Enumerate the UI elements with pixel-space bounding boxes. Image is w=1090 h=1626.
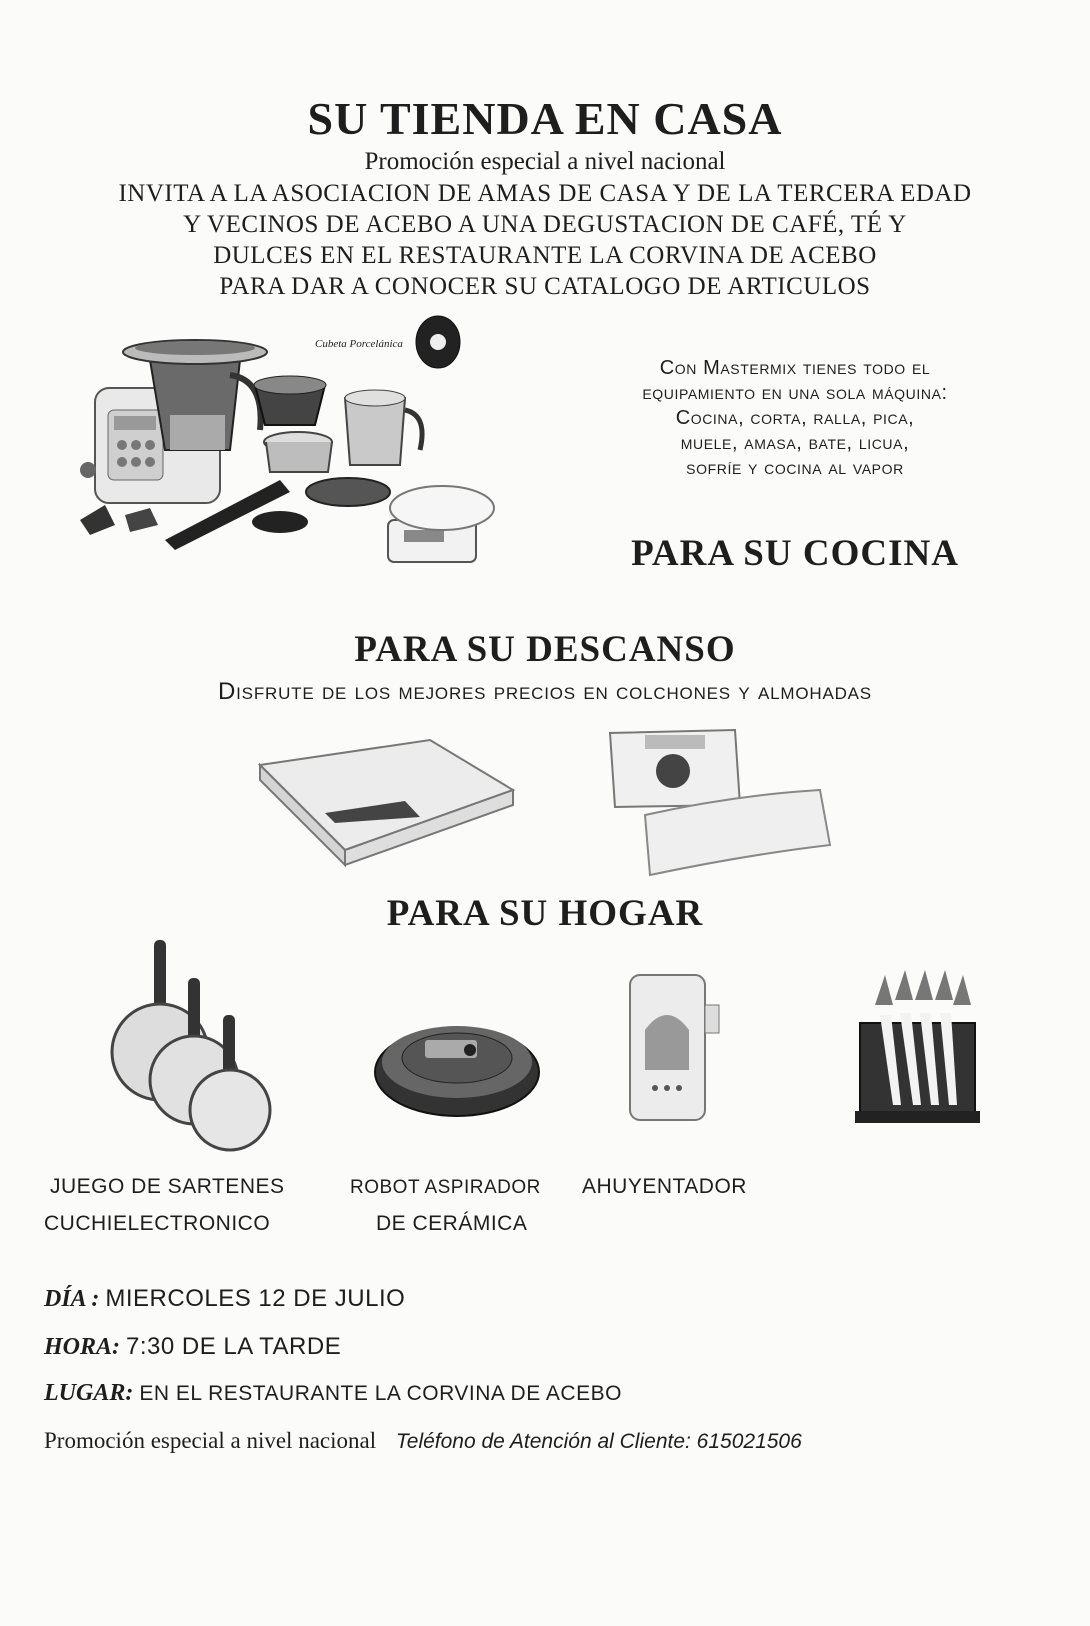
- pillows-icon: [605, 725, 845, 875]
- footer-phone: Teléfono de Atención al Cliente: 615021506: [395, 1430, 802, 1453]
- rest-heading: PARA SU DESCANSO: [354, 629, 736, 670]
- feature-line: muele, amasa, bate, licua,: [680, 432, 910, 454]
- place-value: EN EL RESTAURANTE LA CORVINA DE ACEBO: [139, 1382, 622, 1405]
- event-place: [44, 1380, 622, 1407]
- day-label: DÍA :: [44, 1286, 100, 1312]
- intro-text: [0, 178, 1090, 302]
- page-title: SU TIENDA EN CASA: [307, 93, 783, 144]
- pest-repeller-icon: [625, 970, 725, 1125]
- feature-line: equipamiento en una sola máquina:: [642, 382, 948, 404]
- robot-vacuum-icon: [370, 1010, 545, 1125]
- photo-label: Cubeta Porcelánica: [315, 338, 403, 350]
- intro-line: PARA DAR A CONOCER SU CATALOGO DE ARTICULOS: [219, 273, 871, 300]
- kitchen-heading: PARA SU COCINA: [631, 533, 959, 574]
- place-label: LUGAR:: [44, 1380, 134, 1406]
- home-heading: PARA SU HOGAR: [386, 893, 704, 934]
- event-time: [44, 1333, 341, 1361]
- footer-promo: Promoción especial a nivel nacional: [44, 1428, 377, 1453]
- caption-repeller: AHUYENTADOR: [582, 1175, 747, 1198]
- knife-block-icon: [855, 965, 980, 1130]
- caption-robot-2: DE CERÁMICA: [376, 1212, 528, 1235]
- frying-pans-icon: [108, 940, 273, 1155]
- time-value: 7:30 DE LA TARDE: [126, 1333, 342, 1360]
- day-value: MIERCOLES 12 DE JULIO: [105, 1285, 406, 1312]
- caption-pans-2: CUCHIELECTRONICO: [44, 1212, 271, 1235]
- caption-robot-1: ROBOT ASPIRADOR: [350, 1177, 541, 1198]
- event-day: [44, 1285, 405, 1313]
- mattress-icon: [255, 735, 520, 865]
- kitchen-features: [560, 356, 1030, 481]
- page-subtitle: Promoción especial a nivel nacional: [364, 148, 726, 175]
- rest-subheading: Disfrute de los mejores precios en colchones y almohadas: [218, 678, 872, 705]
- feature-line: Cocina, corta, ralla, pica,: [675, 407, 915, 429]
- feature-line: Con Mastermix tienes todo el: [659, 357, 931, 379]
- intro-line: Y VECINOS DE ACEBO A UNA DEGUSTACION DE CAFÉ, TÉ Y: [183, 211, 907, 238]
- feature-line: sofríe y cocina al vapor: [686, 457, 904, 479]
- caption-pans-1: JUEGO DE SARTENES: [50, 1175, 285, 1198]
- footer: [44, 1428, 802, 1454]
- intro-line: DULCES EN EL RESTAURANTE LA CORVINA DE ACEBO: [213, 242, 877, 269]
- time-label: HORA:: [44, 1334, 121, 1360]
- intro-line: INVITA A LA ASOCIACION DE AMAS DE CASA Y DE LA TERCERA EDAD: [118, 180, 972, 207]
- kitchen-robot-icon: [70, 320, 510, 595]
